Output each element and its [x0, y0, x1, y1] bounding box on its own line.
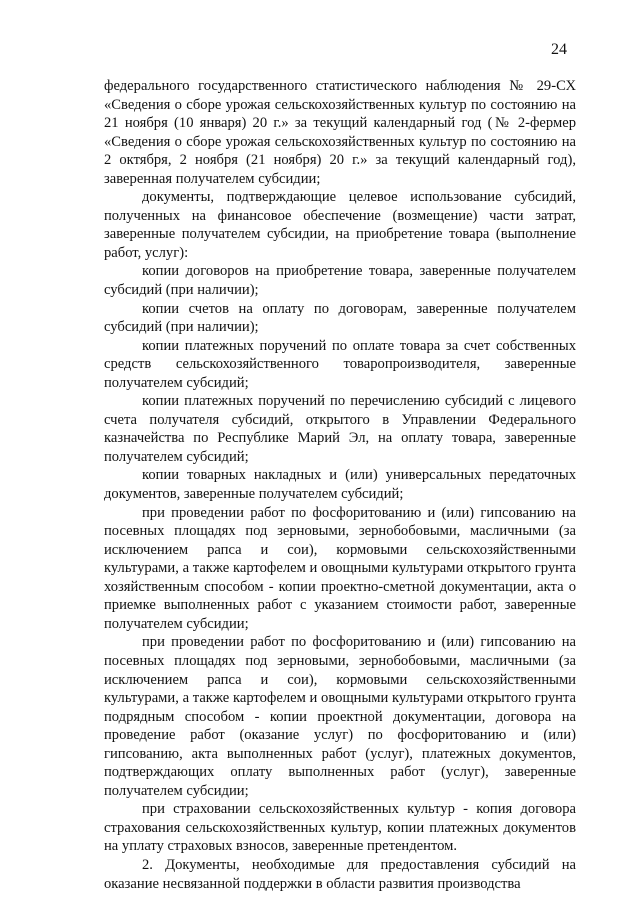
paragraph-contract-copies: копии договоров на приобретение товара, заверенные получателем субсидий (при наличии); [104, 263, 576, 299]
paragraph-statistical-report: федерального государственного статистического наблюдения № 29-СХ «Сведения о сборе урожая сельскохозяйственных культур по состоянию на 21 ноября (10 января) 20 г.» за текущий календарный год (№ 2-фермер «Сведения о сборе урожая сельскохозяйственных культур по состоянию на 2 октября, 2 ноября (21 ноября) 20 г.» за текущий календарный год), заверенная получателем субсидии; [104, 78, 576, 187]
paragraph-phosphoriting-own-method: при проведении работ по фосфоритованию и (или) гипсованию на посевных площадях под зерновыми, зернобобовыми, масличными (за исключением рапса и сои), кормовыми сельскохозяйственными культурами, а также картофелем и овощными культурами открытого грунта хозяйственным способом - копии проектно-сметной документации, акта о приемке выполненных работ с указанием стоимости работ, заверенные получателем субсидии; [104, 504, 576, 632]
document-body [104, 77, 576, 893]
paragraph-invoice-copies: копии счетов на оплату по договорам, заверенные получателем субсидий (при наличии); [104, 300, 576, 336]
paragraph-own-funds-payments: копии платежных поручений по оплате товара за счет собственных средств сельскохозяйственного товаропроизводителя, заверенные получателем субсидий; [104, 337, 576, 391]
paragraph-target-use-documents: документы, подтверждающие целевое использование субсидий, полученных на финансовое обеспечение (возмещение) части затрат, заверенные получателем субсидии, на приобретение товара (выполнение работ, услуг): [104, 189, 576, 261]
paragraph-crop-insurance: при страховании сельскохозяйственных культур - копия договора страхования сельскохозяйственных культур, копии платежных документов на уплату страховых взносов, заверенные претендентом. [104, 801, 576, 855]
paragraph-section-2: 2. Документы, необходимые для предоставления субсидий на оказание несвязанной поддержки в области развития производства [104, 856, 576, 892]
page-number: 24 [551, 41, 567, 58]
paragraph-waybills: копии товарных накладных и (или) универсальных передаточных документов, заверенные получателем субсидий; [104, 467, 576, 503]
paragraph-subsidy-transfer-payments: копии платежных поручений по перечислению субсидий с лицевого счета получателя субсидий, открытого в Управлении Федерального казначейства по Республике Марий Эл, на оплату товара, заверенные получателем субсидий; [104, 393, 576, 465]
paragraph-phosphoriting-contract-method: при проведении работ по фосфоритованию и (или) гипсованию на посевных площадях под зерновыми, зернобобовыми, масличными (за исключением рапса и сои), кормовыми сельскохозяйственными культурами, а также картофелем и овощными культурами открытого грунта подрядным способом - копии проектной документации, договора на проведение работ (оказание услуг) по фосфоритованию и (или) гипсованию, акта выполненных работ (услуг), платежных документов, подтверждающих оплату выполненных работ (услуг), заверенные получателем субсидии; [104, 634, 576, 799]
